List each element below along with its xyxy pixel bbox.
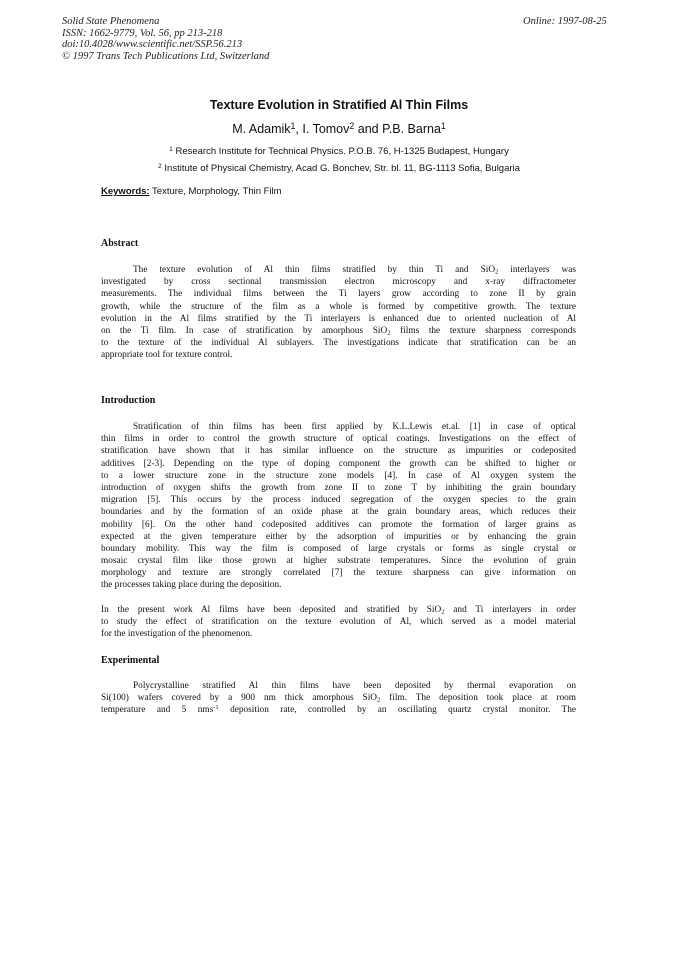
- experimental-heading: Experimental: [101, 655, 160, 666]
- introduction-heading: Introduction: [101, 395, 156, 406]
- author-name: M. Adamik: [232, 122, 291, 136]
- experimental-paragraph: [101, 680, 576, 717]
- text-run: In the present work Al films have been deposited and stratified by SiO: [101, 605, 442, 615]
- keywords-line: [101, 186, 282, 197]
- journal-name: Solid State Phenomena: [62, 16, 160, 27]
- text-run: interlayers was: [498, 265, 577, 275]
- paper-title: Texture Evolution in Stratified Al Thin Films: [209, 98, 469, 112]
- text-line: evolution in the Al films stratified by the Ti interlayers is enhanced due to oriented nucleation of Al: [101, 313, 576, 324]
- online-date: Online: 1997-08-25: [523, 16, 607, 27]
- text-run: temperature and 5 nms: [101, 705, 214, 716]
- text-line: [101, 604, 576, 616]
- introduction-paragraph-2: [101, 604, 576, 641]
- affiliation-mark: 2: [158, 163, 162, 171]
- text-run: film. The deposition took place at room: [380, 693, 577, 704]
- keywords-label: Keywords:: [101, 186, 150, 197]
- text-line: mosaic crystal film like those grown at higher substrate temperatures. Since the evolution of grain: [101, 556, 576, 567]
- subscript: 2: [495, 268, 499, 276]
- text-line: appropriate tool for texture control.: [101, 350, 233, 361]
- author-affil-mark: 1: [290, 121, 296, 132]
- text-run: Si(100) wafers covered by a 900 nm thick amorphous SiO: [101, 693, 377, 704]
- text-line: boundaries and by the formation of an oxide phase at the grain boundary areas, which reduces their: [101, 507, 576, 518]
- text-run: films the texture sharpness corresponds: [390, 325, 576, 336]
- text-line: [101, 325, 576, 337]
- text-line: to study the effect of stratification on the texture evolution of Al, which served as a model material: [101, 617, 576, 628]
- text-line: expected at the given temperature either by the adsorption of impurities or by enhancing the grain: [101, 531, 576, 542]
- text-line: [101, 692, 576, 704]
- copyright-line: © 1997 Trans Tech Publications Ltd, Switzerland: [62, 50, 270, 62]
- text-line: the processes taking place during the deposition.: [101, 580, 282, 591]
- text-line: [101, 704, 576, 716]
- text-line: additives [2-3]. Depending on the type of doping component the growth can be shifted to higher or: [101, 458, 576, 469]
- abstract-paragraph: [101, 264, 576, 362]
- text-line: morphology and texture are strongly correlated [7] the texture sharpness can give information on: [101, 568, 576, 579]
- text-line: thin films in order to control the growth structure of optical coatings. Investigations on the effect of: [101, 434, 576, 445]
- author-affil-mark: 2: [349, 121, 355, 132]
- text-line: stratification have shown that it has similar influence on the structure as impurities or codeposited: [101, 446, 576, 457]
- issn-line: ISSN: 1662-9779, Vol. 56, pp 213-218: [62, 27, 223, 39]
- text-line: investigated by cross sectional transmission electron microscopy and x-ray diffractometer: [101, 277, 576, 288]
- text-line: boundary mobility. This way the film is composed of large crystals or forms as single crystal or: [101, 543, 576, 554]
- subscript: 2: [387, 329, 391, 337]
- author-name: I. Tomov: [302, 122, 350, 136]
- text-run: The texture evolution of Al thin films stratified by thin Ti and SiO: [133, 265, 496, 275]
- author-separator: ,: [295, 122, 303, 136]
- subscript: 2: [441, 608, 445, 616]
- text-line: Polycrystalline stratified Al thin films have been deposited by thermal evaporation on: [133, 681, 576, 691]
- superscript: -1: [213, 704, 219, 712]
- author-affil-mark: 1: [440, 121, 446, 132]
- text-run: deposition rate, controlled by an oscillating quartz crystal monitor. The: [230, 705, 576, 716]
- text-line: Stratification of thin films has been first applied by K.L.Lewis et.al. [1] in case of optical: [133, 422, 576, 432]
- author-name: P.B. Barna: [382, 122, 441, 136]
- abstract-heading: Abstract: [101, 238, 139, 249]
- text-line: introduction of oxygen shifts the growth from zone II to zone T by inhibiting the grain boundary: [101, 482, 576, 493]
- text-run: on the Ti film. In case of stratification by amorphous SiO: [101, 325, 388, 336]
- text-line: for the investigation of the phenomenon.: [101, 629, 253, 640]
- text-line: measurements. The individual films between the Ti layers grow according to zone II by grain: [101, 289, 576, 300]
- affiliation-text: Institute of Physical Chemistry, Acad G. Bonchev, Str. bl. 11, BG-1113 Sofia, Bulgaria: [164, 163, 520, 174]
- text-run: and Ti interlayers in order: [444, 605, 576, 615]
- affiliation-mark: 1: [169, 146, 173, 154]
- author-list: [0, 122, 678, 136]
- author-separator: and: [354, 122, 383, 136]
- text-line: to a lower structure zone in the structure zone models [4]. In case of Al oxygen system the: [101, 470, 576, 481]
- doi-line: doi:10.4028/www.scientific.net/SSP.56.213: [62, 39, 243, 50]
- journal-header: [62, 16, 269, 62]
- text-line: migration [5]. This occurs by the process induced segregation of the oxygen species to the grain: [101, 495, 576, 506]
- text-line: [101, 264, 576, 276]
- introduction-paragraph-1: [101, 421, 576, 592]
- text-line: growth, while the structure of the film as a whole is formed by competitive growth. The texture: [101, 301, 576, 312]
- affiliation-2: [0, 163, 678, 174]
- subscript: 2: [377, 696, 381, 704]
- text-line: mobility [6]. On the other hand codeposited additives can promote the formation of larger grains as: [101, 519, 576, 530]
- affiliation-1: [0, 146, 678, 157]
- affiliation-text: Research Institute for Technical Physics. P.O.B. 76, H-1325 Budapest, Hungary: [175, 146, 509, 157]
- keywords-text: Texture, Morphology, Thin Film: [152, 186, 282, 197]
- text-line: to the texture of the individual Al sublayers. The investigations indicate that stratification can be an: [101, 338, 576, 349]
